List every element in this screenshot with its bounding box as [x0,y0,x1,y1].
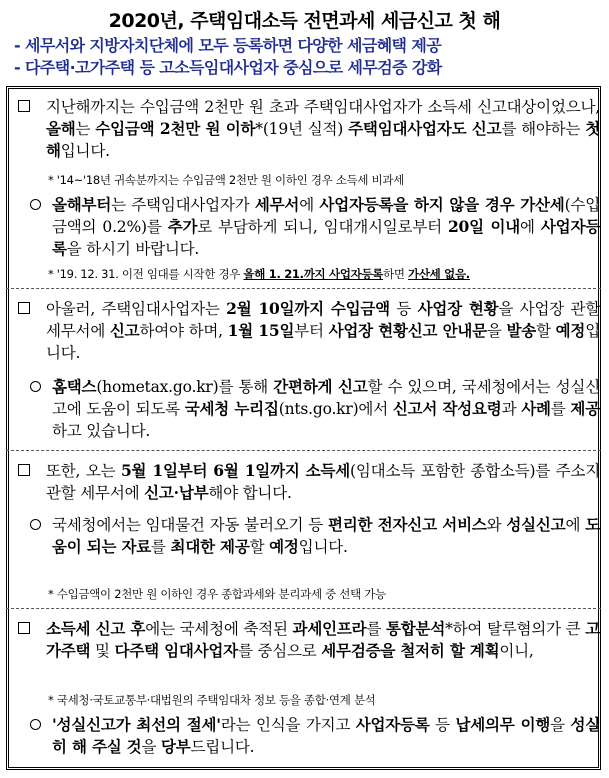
paragraph-1-text: 지난해까지는 수입금액 2천만 원 초과 주택임대사업자가 소득세 신고대상이었으나, 올해는 수입금액 2천만 원 이하*(19년 실적) 주택임대사업자도 신고를 해야하는 첫 해입니다. [46,98,600,160]
note-1: * '14~'18년 귀속분까지는 수입금액 2천만 원 이하인 경우 소득세 비과세 [48,173,405,187]
paragraph-4 [18,618,600,662]
sub-item-4 [30,714,600,758]
paragraph-3 [18,460,600,504]
sub-item-1 [30,194,600,260]
page-title: 2020년, 주택임대소득 전면과세 세금신고 첫 해 [108,10,501,32]
header [0,0,609,80]
circle-bullet-icon [30,376,41,398]
sub-item-2 [30,376,600,442]
paragraph-4-text: 소득세 신고 후에는 국세청에 축적된 과세인프라를 통합분석*하여 탈루혐의가 큰 고가주택 및 다주택 임대사업자를 중심으로 세무검증을 철저히 할 계획이니, [46,619,601,660]
square-bullet-icon [18,618,30,640]
sub-item-4-text: '성실신고가 최선의 절세'라는 인식을 가지고 사업자등록 등 납세의무 이행을 성실히 해 주실 것을 당부드립니다. [52,715,600,756]
divider [6,288,601,289]
circle-bullet-icon [30,514,41,536]
circle-bullet-icon [30,714,41,736]
note-2: * '19. 12. 31. 이전 임대를 시작한 경우 올해 1. 21.까지 사업자등록하면 가산세 없음. [48,267,470,281]
paragraph-2-text: 아울러, 주택임대사업자는 2월 10일까지 수입금액 등 사업장 현황을 사업장 관할 세무서에 신고하여야 하며, 1월 15일부터 사업장 현황신고 안내문을 발송할 예정입니다. [46,299,601,362]
paragraph-2 [18,298,600,364]
square-bullet-icon [18,96,30,118]
sub-item-3 [30,514,600,558]
note-3: * 수입금액이 2천만 원 이하인 경우 종합과세와 분리과세 중 선택 가능 [48,587,386,601]
circle-bullet-icon [30,194,41,216]
paragraph-1 [18,96,600,162]
paragraph-3-text: 또한, 오는 5월 1일부터 6월 1일까지 소득세(임대소득 포함한 종합소득)를 주소지 관할 세무서에 신고·납부해야 합니다. [46,461,600,502]
sub-item-2-text: 홈택스(hometax.go.kr)를 통해 간편하게 신고할 수 있으며, 국세청에서는 성실신고에 도움이 되도록 국세청 누리집(nts.go.kr)에서 신고서 작성요령과 사례를 제공하고 있습니다. [52,377,600,440]
divider [6,450,601,451]
square-bullet-icon [18,298,30,320]
subtitle-1: - 세무서와 지방자치단체에 모두 등록하면 다양한 세금혜택 제공 [14,36,442,55]
note-4: * 국세청·국토교통부·대법원의 주택임대차 정보 등을 종합·연계 분석 [48,693,376,707]
subtitle-2: - 다주택·고가주택 등 고소득임대사업자 중심으로 세무검증 강화 [14,58,442,77]
square-bullet-icon [18,460,30,482]
divider [6,608,601,609]
sub-item-1-text: 올해부터는 주택임대사업자가 세무서에 사업자등록을 하지 않을 경우 가산세(수입금액의 0.2%)를 추가로 부담하게 되니, 임대개시일로부터 20일 이내에 사업자등록을 하시기 바랍니다. [52,195,600,258]
sub-item-3-text: 국세청에서는 임대물건 자동 불러오기 등 편리한 전자신고 서비스와 성실신고에 도움이 되는 자료를 최대한 제공할 예정입니다. [52,515,600,556]
